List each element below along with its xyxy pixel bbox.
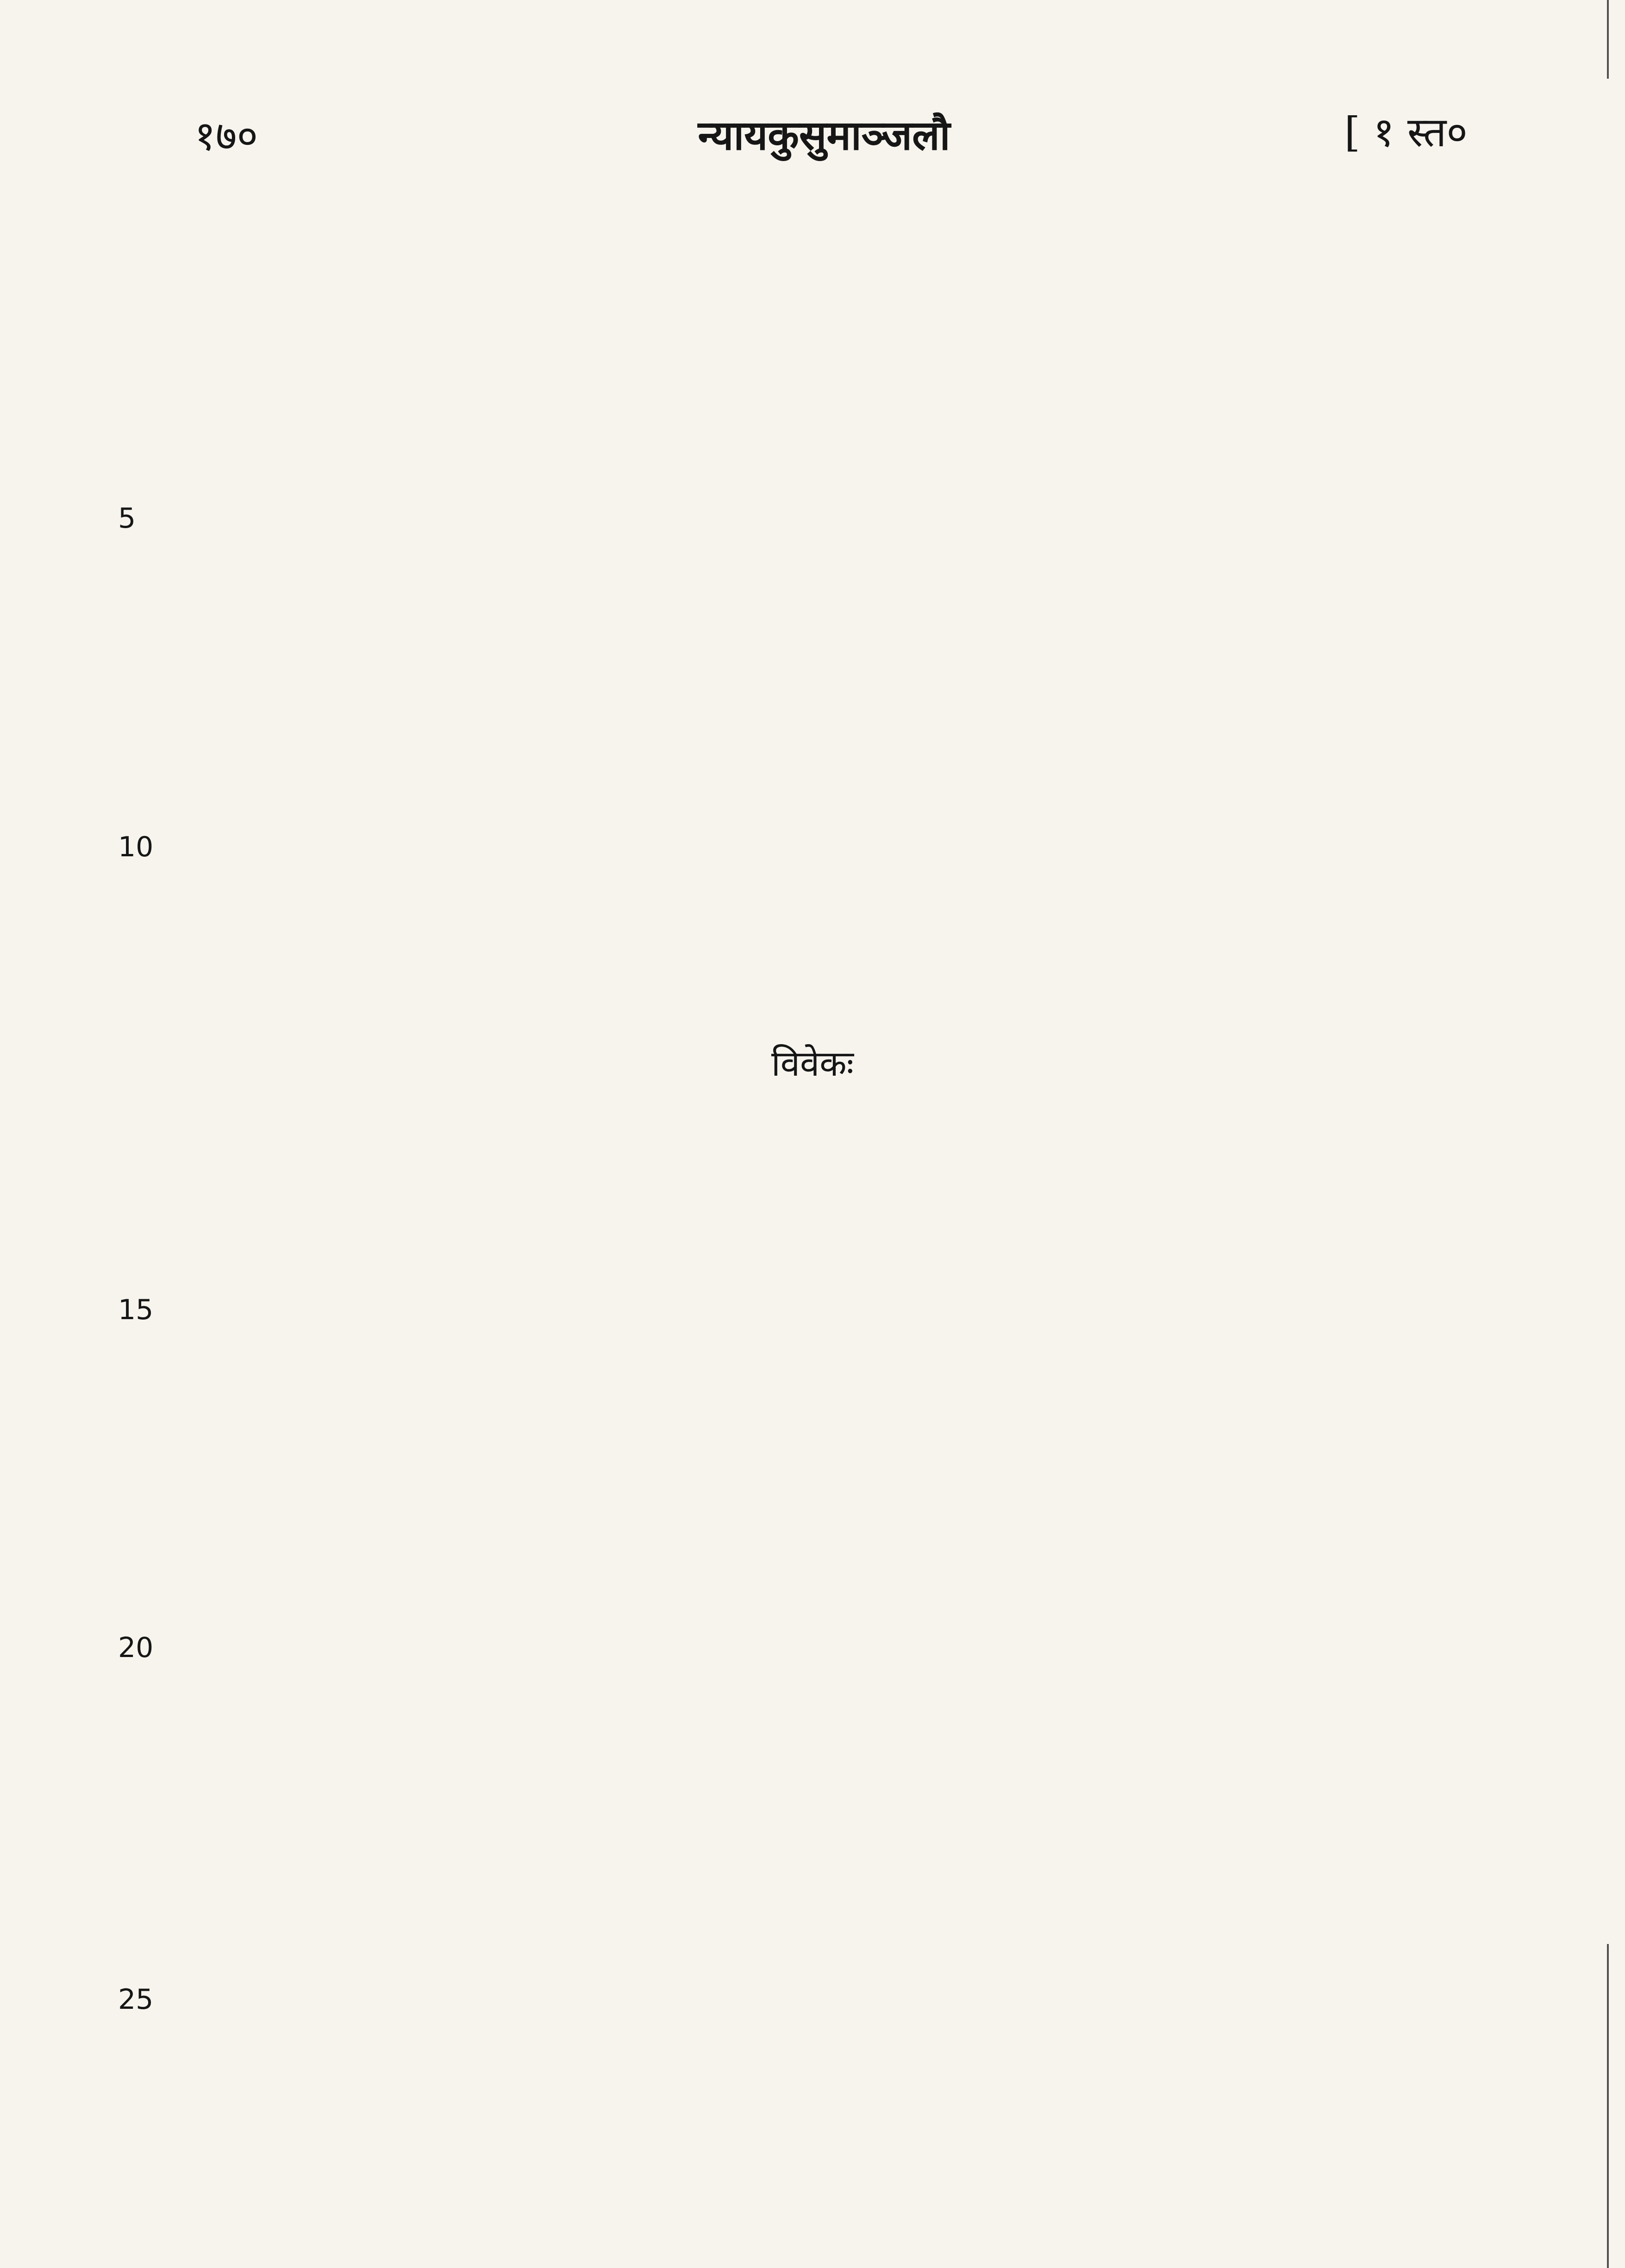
section-heading: विवेकः <box>771 1043 854 1084</box>
page-number: १७० <box>194 112 258 160</box>
lower-text-block <box>181 1125 1458 2189</box>
page-edge-mark-bottom <box>1607 1944 1609 2268</box>
page-title: न्यायकुसुमाञ्जलौ <box>698 111 950 159</box>
page-header <box>176 106 1472 181</box>
section-marker: [ १ स्त० <box>1344 108 1468 156</box>
page-edge-mark-top <box>1607 0 1609 79</box>
line-number-20: 20 <box>118 1632 154 1664</box>
line-number-25: 25 <box>118 1983 154 2016</box>
line-number-5: 5 <box>118 502 136 535</box>
upper-text-block <box>181 211 1458 997</box>
line-number-10: 10 <box>118 831 154 863</box>
line-number-15: 15 <box>118 1294 154 1326</box>
